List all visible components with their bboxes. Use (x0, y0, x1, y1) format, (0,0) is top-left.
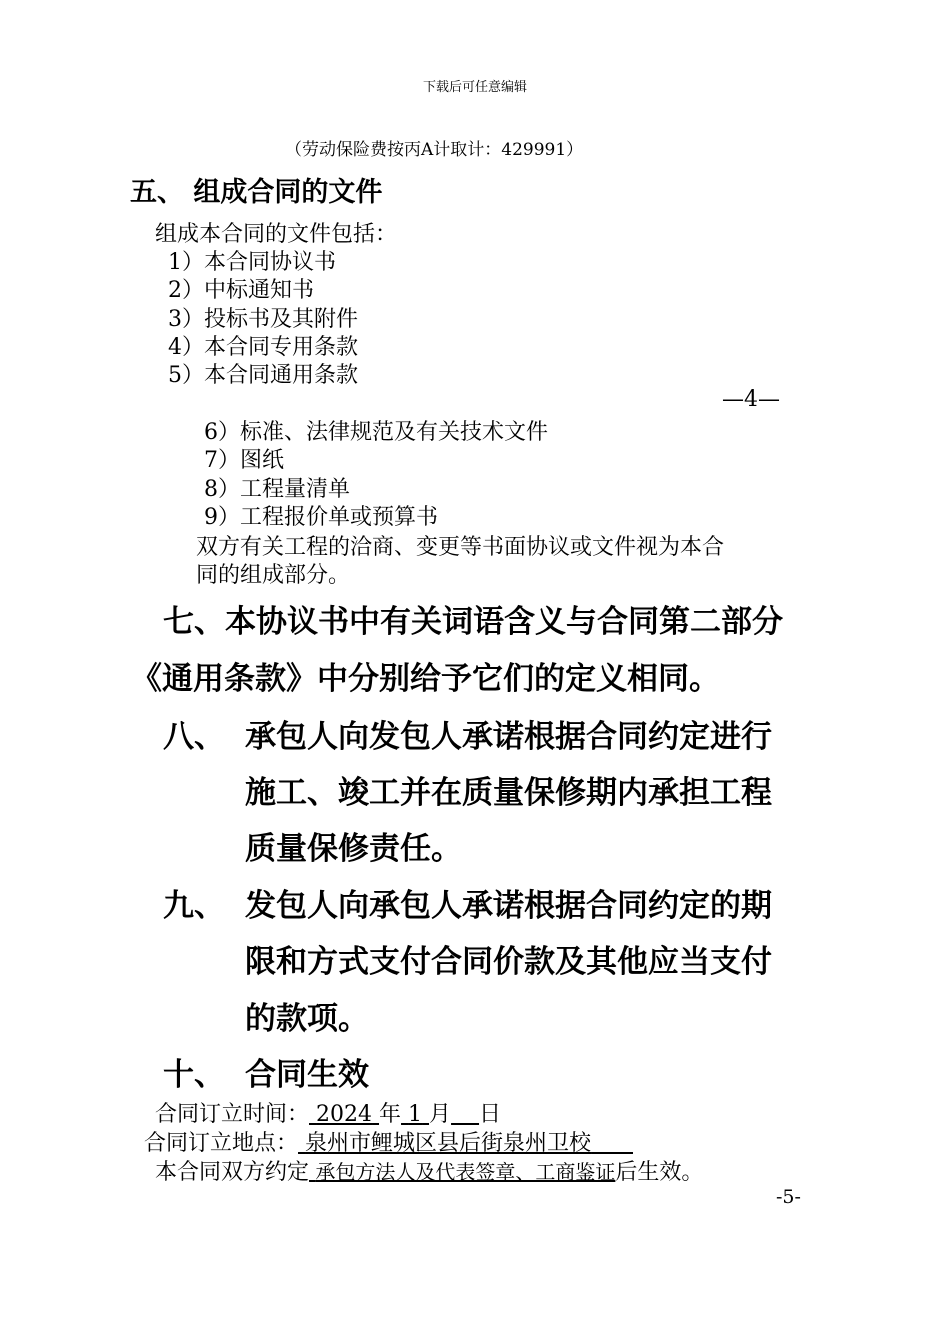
page-header: 下载后可任意编辑 (422, 80, 527, 95)
list-item: 1）本合同协议书 (168, 250, 336, 275)
section-5-closing: 同的组成部分。 (196, 563, 351, 588)
section-8-label: 八、 (163, 719, 225, 755)
list-item: 9）工程报价单或预算书 (204, 505, 438, 530)
section-8-line: 质量保修责任。 (245, 831, 462, 867)
effect-condition: 承包方法人及代表签章、工商鉴证 (315, 1160, 616, 1184)
list-item: 4）本合同专用条款 (168, 335, 358, 360)
contract-date-line (155, 1097, 501, 1128)
section-10-title: 合同生效 (245, 1057, 369, 1093)
section-9-label: 九、 (163, 888, 225, 924)
list-item: 3）投标书及其附件 (168, 307, 358, 332)
section-7-line: 《通用条款》中分别给予它们的定义相同。 (131, 661, 720, 697)
section-7-line: 七、本协议书中有关词语含义与合同第二部分 (163, 604, 783, 640)
contract-place-line (144, 1126, 633, 1157)
contract-place-label: 合同订立地点： (144, 1131, 299, 1156)
contract-date-label: 合同订立时间： (155, 1102, 310, 1127)
page-mark: —4— (722, 387, 780, 412)
section-5-intro: 组成本合同的文件包括： (155, 222, 398, 247)
insurance-note: （劳动保险费按丙A计取计：429991） (285, 140, 584, 160)
effect-prefix: 本合同双方约定 (155, 1160, 310, 1185)
section-8-line: 承包人向发包人承诺根据合同约定进行 (245, 719, 772, 755)
list-item: 8）工程量清单 (204, 477, 350, 502)
month-unit: 月 (429, 1102, 452, 1127)
list-item: 2）中标通知书 (168, 278, 314, 303)
contract-effect-line (155, 1155, 703, 1186)
year-unit: 年 (379, 1102, 402, 1127)
section-9-line: 限和方式支付合同价款及其他应当支付 (245, 944, 772, 980)
section-5-closing: 双方有关工程的洽商、变更等书面协议或文件视为本合 (196, 535, 725, 560)
section-9-line: 的款项。 (245, 1001, 369, 1037)
list-item: 5）本合同通用条款 (168, 363, 358, 388)
section-8-line: 施工、竣工并在质量保修期内承担工程 (245, 775, 772, 811)
contract-day-blank (451, 1102, 479, 1127)
section-5-heading: 五、 组成合同的文件 (130, 177, 383, 208)
contract-place: 泉州市鲤城区县后街泉州卫校 (305, 1131, 592, 1156)
contract-year: 2024 (316, 1102, 373, 1127)
list-item: 7）图纸 (204, 448, 284, 473)
contract-month: 1 (408, 1102, 423, 1127)
list-item: 6）标准、法律规范及有关技术文件 (204, 420, 548, 445)
day-unit: 日 (479, 1102, 502, 1127)
page-number: -5- (776, 1186, 801, 1208)
section-10-label: 十、 (163, 1057, 225, 1093)
effect-suffix: 后生效。 (615, 1160, 704, 1185)
section-9-line: 发包人向承包人承诺根据合同约定的期 (245, 888, 772, 924)
